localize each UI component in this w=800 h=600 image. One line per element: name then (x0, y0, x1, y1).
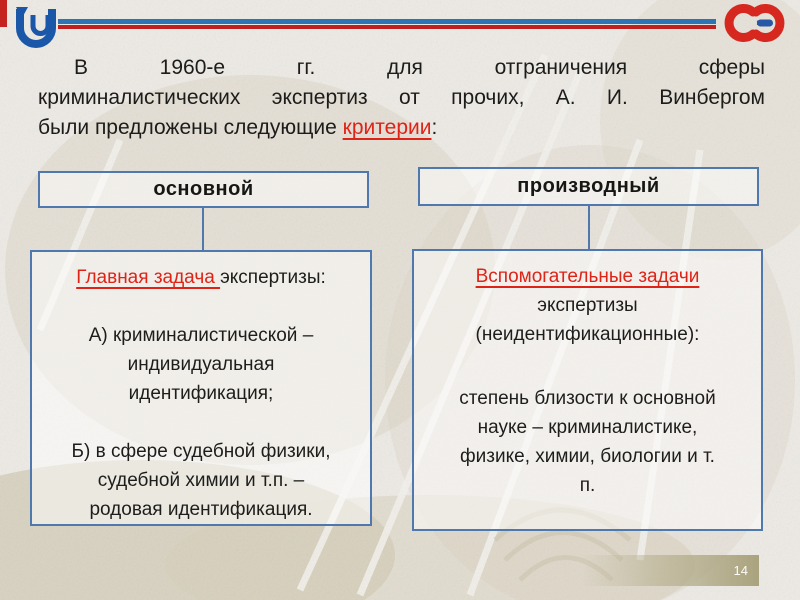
auxiliary-body-line: физике, химии, биологии и т. (460, 446, 715, 467)
corner-red-strip (0, 0, 7, 27)
auxiliary-tasks-heading (414, 262, 761, 349)
header-rule-blue (58, 19, 716, 24)
derived-criterion-box (418, 167, 759, 206)
page-number-bar (582, 555, 759, 586)
auxiliary-tasks-heading-red: Вспомогательные задачи (475, 266, 700, 287)
right-connector-line (588, 206, 590, 249)
derived-criterion-label: производный (517, 175, 660, 197)
page-number: 14 (733, 563, 748, 578)
item-b-line: родовая идентификация. (89, 499, 313, 520)
auxiliary-body-line: степень близости к основной (459, 388, 716, 409)
main-criterion-box (38, 171, 369, 208)
auxiliary-body-line: п. (579, 475, 596, 496)
auxiliary-body-line: науке – криминалистике, (477, 417, 698, 438)
auxiliary-heading-line: экспертизы (537, 295, 638, 316)
forensic-expertise-logo (720, 2, 788, 46)
item-a-line: А) криминалистической – (88, 325, 314, 346)
kriterii-term: критерии (342, 116, 432, 139)
auxiliary-heading-line: (неидентификационные): (475, 324, 700, 345)
auxiliary-tasks-box (412, 249, 763, 531)
heading-line3-suffix: : (431, 116, 438, 139)
heading (38, 53, 765, 143)
main-tasks-item-a (32, 321, 370, 408)
auxiliary-tasks-body (414, 384, 761, 500)
main-tasks-heading (32, 263, 370, 292)
header-rule-red (58, 25, 716, 29)
heading-line3-prefix: были предложены следующие (38, 116, 343, 139)
main-tasks-item-b (32, 437, 370, 524)
main-tasks-box (30, 250, 372, 526)
main-tasks-heading-red: Главная задача (76, 267, 221, 288)
heading-line-1: В 1960-е гг. для отграничения сферы (74, 56, 765, 79)
heading-line-3 (38, 113, 765, 143)
heading-line-2: криминалистических экспертиз от прочих, А. И. Винбергом (38, 86, 765, 109)
left-connector-line (202, 208, 204, 250)
item-b-line: Б) в сфере судебной физики, (71, 441, 331, 462)
item-b-line: судебной химии и т.п. – (97, 470, 305, 491)
university-logo (14, 4, 58, 52)
item-a-line: идентификация; (128, 383, 274, 404)
item-a-line: индивидуальная (127, 354, 275, 375)
main-criterion-label: основной (153, 178, 254, 200)
main-tasks-heading-rest: экспертизы: (220, 267, 326, 288)
